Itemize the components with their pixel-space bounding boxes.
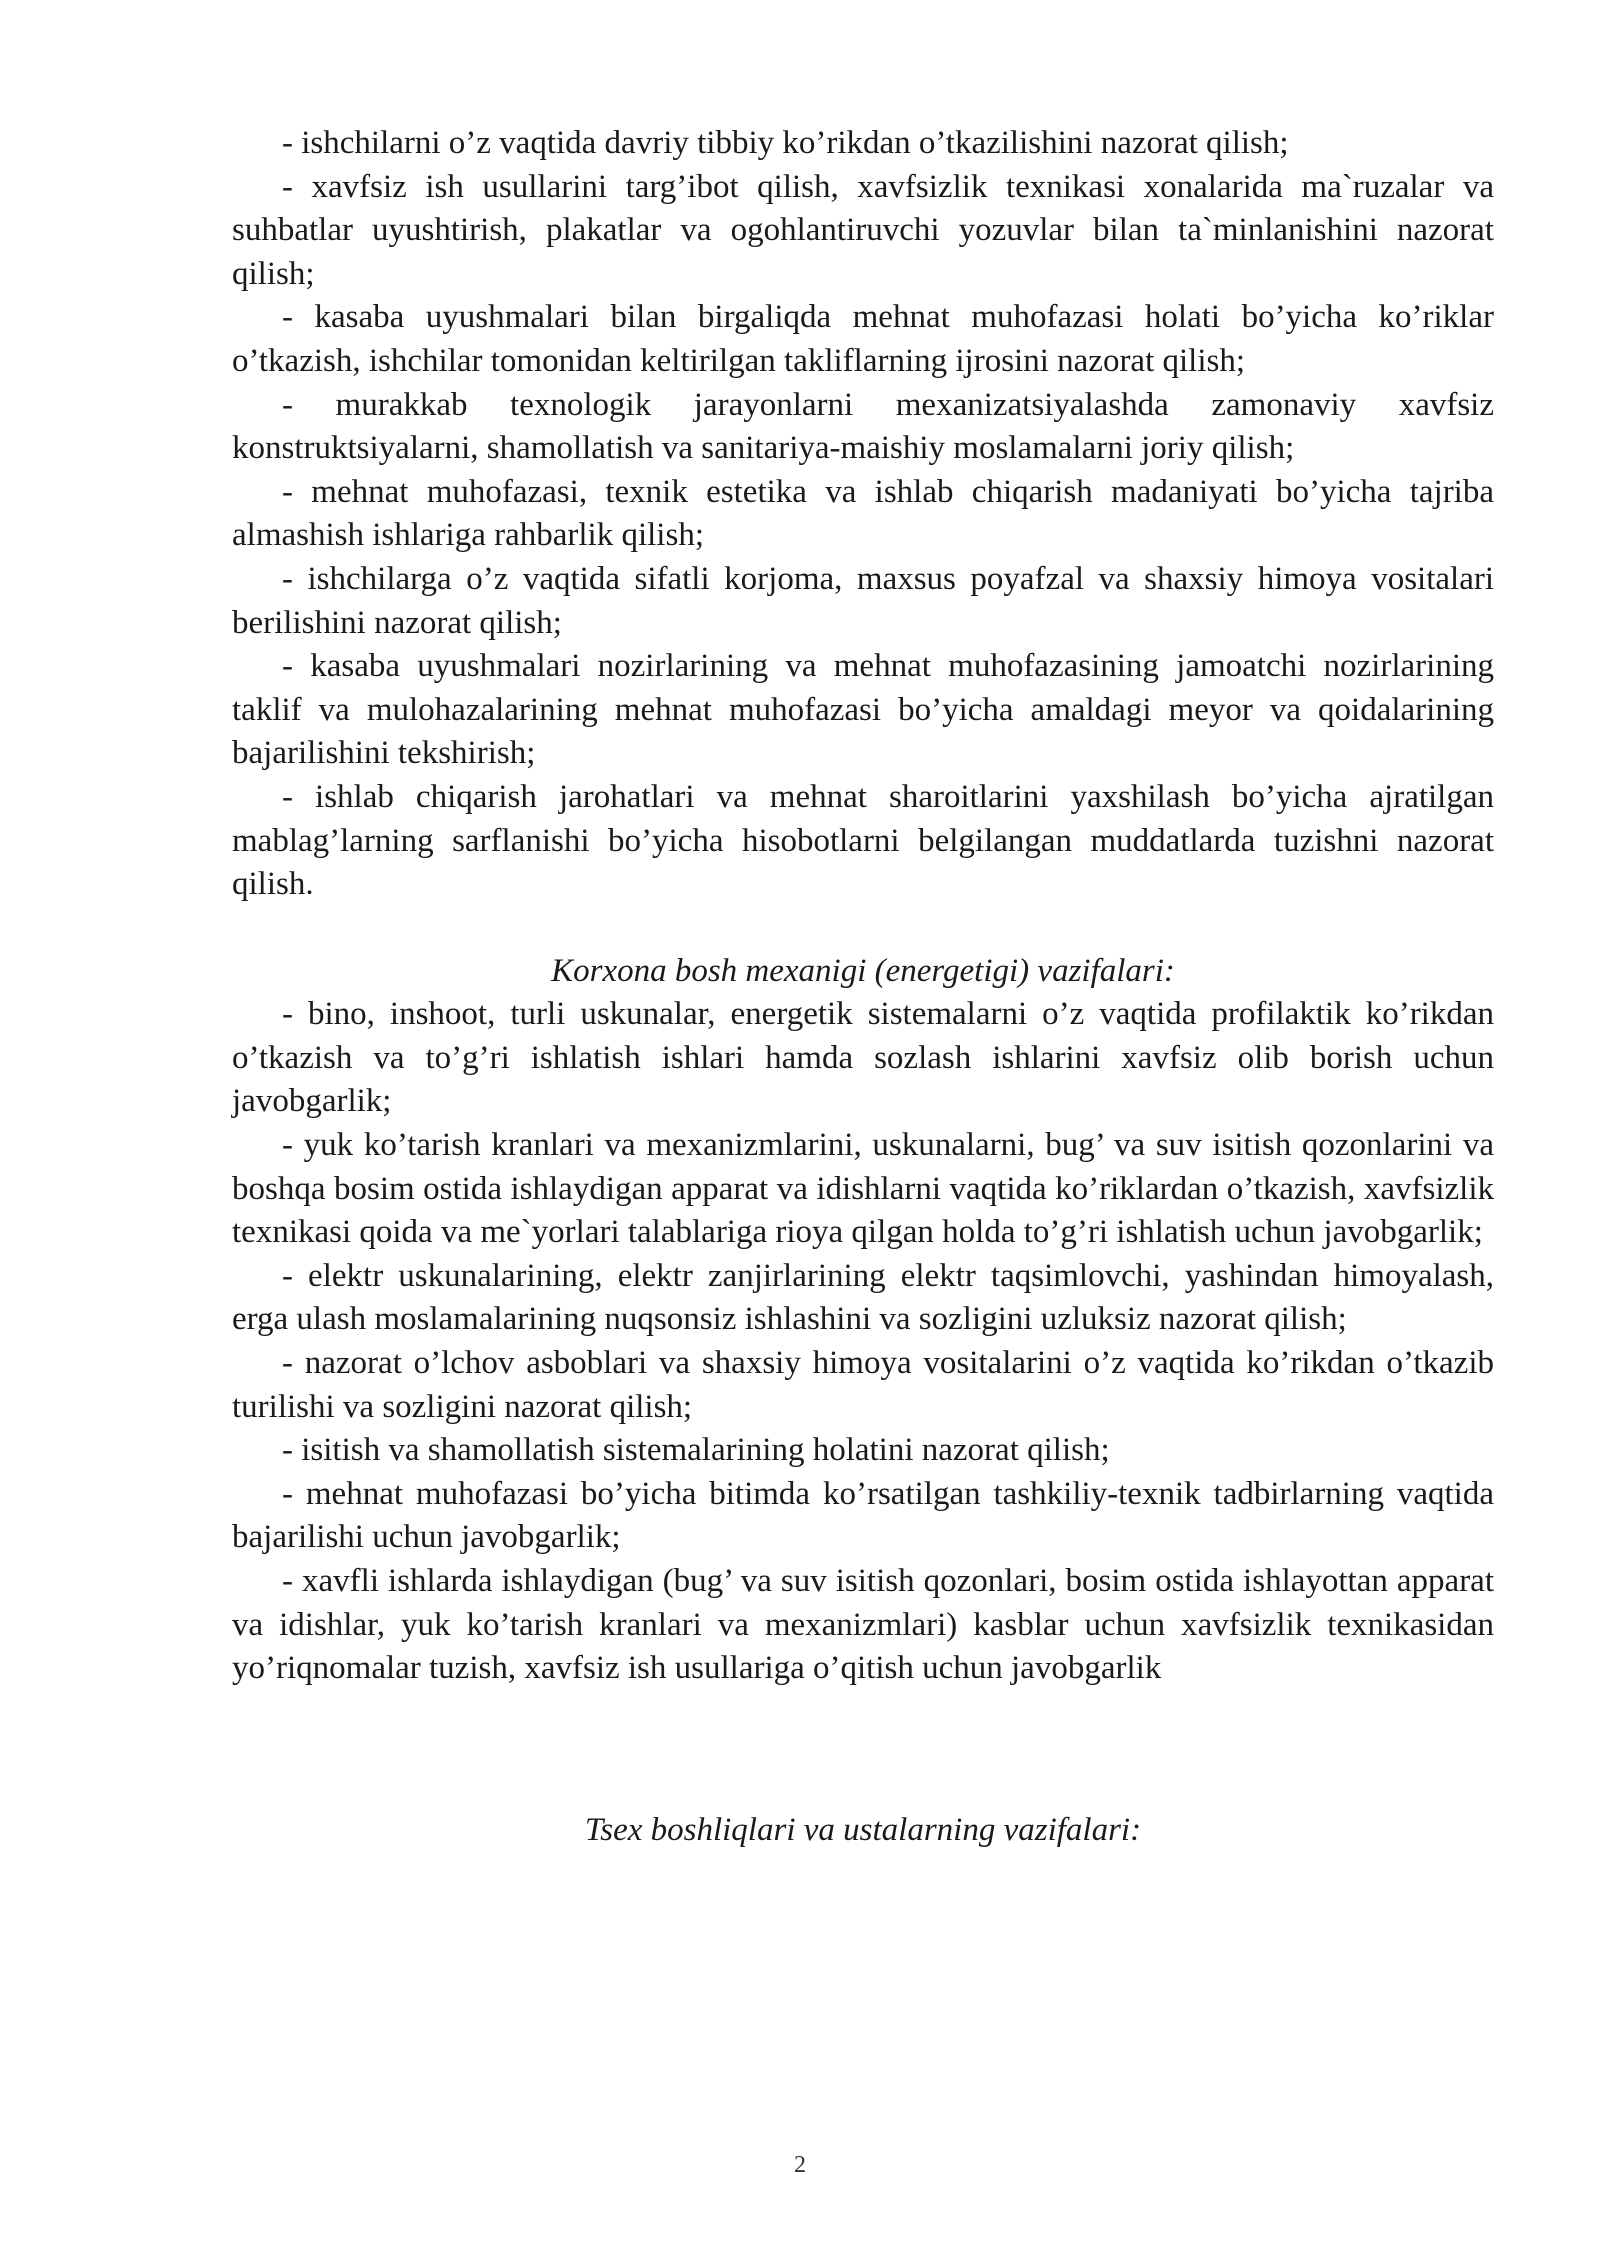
list-item: - yuk ko’tarish kranlari va mexanizmlarini, uskunalarni, bug’ va suv isitish qozonlarini va boshqa bosim ostida ishlaydigan apparat va idishlarni vaqtida ko’riklardan o’tkazish, xavfsizlik texnikasi qoida va me`yorlari talablariga rioya qilgan holda to’g’ri ishlatish uchun javobgarlik; (232, 1127, 1494, 1251)
list-item: - kasaba uyushmalari bilan birgaliqda mehnat muhofazasi holati bo’yicha ko’riklar o’tkazish, ishchilar tomonidan keltirilgan takliflarning ijrosini nazorat qilish; (232, 299, 1494, 379)
list-item: - nazorat o’lchov asboblari va shaxsiy himoya vositalarini o’z vaqtida ko’rikdan o’tkazib turilishi va sozligini nazorat qilish; (232, 1345, 1494, 1425)
list-item: - ishchilarga o’z vaqtida sifatli korjoma, maxsus poyafzal va shaxsiy himoya vositalari berilishini nazorat qilish; (232, 560, 1494, 641)
list-item: - bino, inshoot, turli uskunalar, energetik sistemalarni o’z vaqtida profilaktik ko’rikdan o’tkazish va to’g’ri ishlatish ishlari hamda sozlash ishlarini xavfsiz olib borish uchun javobgarlik; (232, 996, 1494, 1120)
list-item: - ishlab chiqarish jarohatlari va mehnat sharoitlarini yaxshilash bo’yicha ajratilgan mablag’larning sarflanishi bo’yicha hisobotlarni belgilangan muddatlarda tuzishni nazorat qilish. (232, 778, 1494, 903)
list-item: - isitish va shamollatish sistemalarining holatini nazorat qilish; (282, 1432, 1110, 1469)
section-heading: Korxona bosh mexanigi (energetigi) vazifalari: (551, 952, 1175, 989)
list-item: - elektr uskunalarining, elektr zanjirlarining elektr taqsimlovchi, yashindan himoyalash, erga ulash moslamalarining nuqsonsiz ishlashini va sozligini uzluksiz nazorat qilish; (232, 1257, 1494, 1338)
list-item: - mehnat muhofazasi, texnik estetika va ishlab chiqarish madaniyati bo’yicha tajriba almashish ishlariga rahbarlik qilish; (232, 473, 1494, 554)
list-item: - ishchilarni o’z vaqtida davriy tibbiy ko’rikdan o’tkazilishini nazorat qilish; (282, 125, 1289, 161)
list-item: - xavfli ishlarda ishlaydigan (bug’ va suv isitish qozonlari, bosim ostida ishlayottan apparat va idishlar, yuk ko’tarish kranlari va mexanizmlari) kasblar uchun xavfsizlik texnikasidan yo’riqnomalar tuzish, xavfsiz ish usullariga o’qitish uchun javobgarlik (232, 1563, 1494, 1687)
section-heading: Tsex boshliqlari va ustalarning vazifalari: (584, 1811, 1142, 1848)
page-content (232, 122, 1494, 1852)
section-spacer (232, 907, 1494, 950)
list-item: - kasaba uyushmalari nozirlarining va mehnat muhofazasining jamoatchi nozirlarining taklif va mulohazalarining mehnat muhofazasi bo’yicha amaldagi meyor va qoidalarining bajarilishini tekshirish; (232, 648, 1494, 772)
section-spacer (232, 1691, 1494, 1809)
page-number: 2 (794, 2152, 806, 2178)
list-item: - xavfsiz ish usullarini targ’ibot qilish, xavfsizlik texnikasi xonalarida ma`ruzalar va suhbatlar uyushtirish, plakatlar va ogohlantiruvchi yozuvlar bilan ta`minlanishini nazorat qilish; (232, 168, 1494, 292)
list-item: - murakkab texnologik jarayonlarni mexanizatsiyalashda zamonaviy xavfsiz konstruktsiyalarni, shamollatish va sanitariya-maishiy moslamalarni joriy qilish; (232, 386, 1494, 467)
list-item: - mehnat muhofazasi bo’yicha bitimda ko’rsatilgan tashkiliy-texnik tadbirlarning vaqtida bajarilishi uchun javobgarlik; (232, 1475, 1494, 1556)
